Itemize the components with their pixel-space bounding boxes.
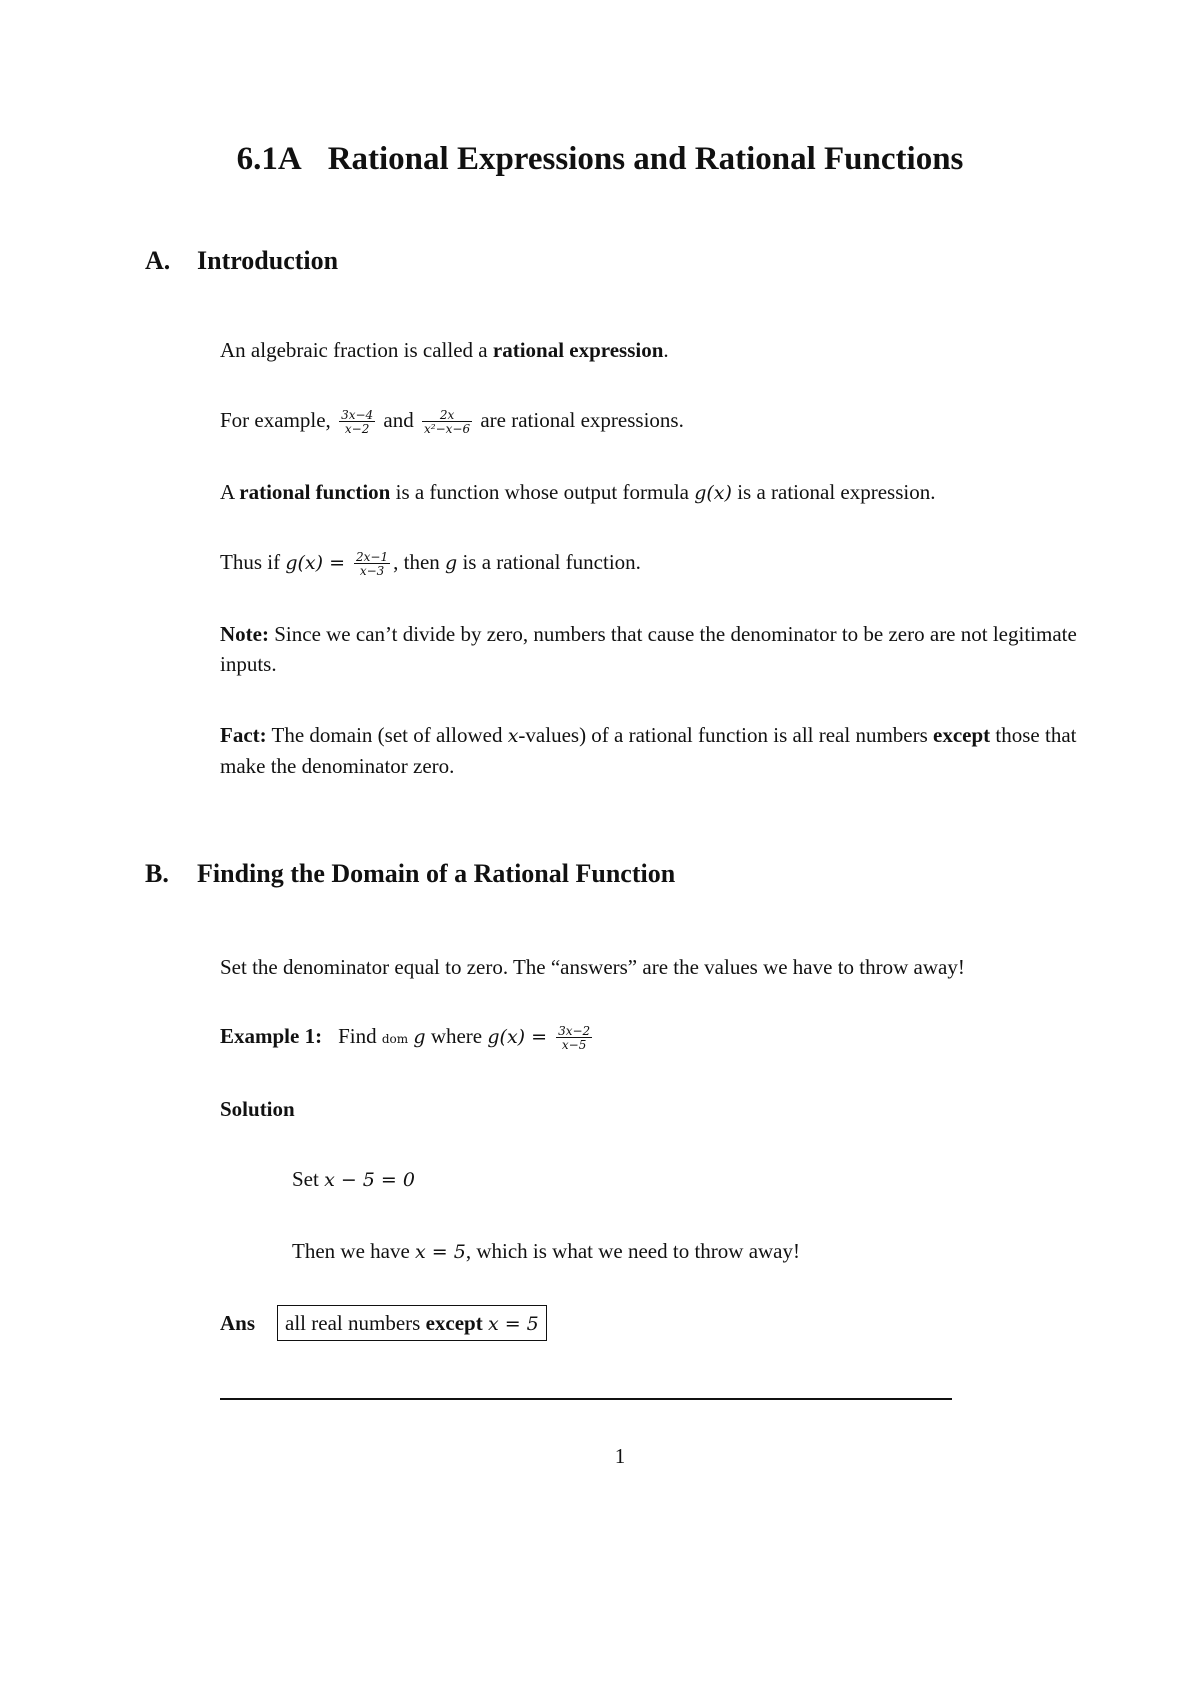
page-number: 1 [614, 1444, 626, 1468]
example-label: Example 1: [220, 1024, 323, 1048]
denominator: x−5 [556, 1037, 592, 1051]
intro-paragraph-2 [220, 405, 684, 435]
term-rational-function: rational function [239, 480, 391, 504]
page-title [0, 141, 1200, 178]
text: are rational expressions. [475, 408, 684, 432]
intro-paragraph-3 [220, 477, 935, 508]
math-x: x [507, 725, 519, 747]
fraction-1 [339, 409, 375, 435]
title-text: Rational Expressions and Rational Functions [327, 141, 964, 177]
text: , then [393, 550, 446, 574]
math-equation: x = 5 [415, 1241, 466, 1263]
math-dom: dom [381, 1032, 409, 1046]
text: A [220, 480, 240, 504]
term-rational-expression: rational expression [492, 338, 664, 362]
fraction-2 [422, 409, 472, 435]
solution-step-2 [292, 1236, 800, 1267]
solution-label [220, 1094, 295, 1124]
text: those that make the denominator zero. [220, 723, 1077, 778]
math-equation: x = 5 [487, 1313, 539, 1335]
solution-heading: Solution [220, 1097, 295, 1121]
intro-paragraph-4 [220, 547, 641, 578]
answer-line [220, 1305, 547, 1341]
text: , which is what we need to throw away! [465, 1239, 800, 1263]
text: For example, [220, 408, 337, 432]
math-g-of-x: g(x) [694, 482, 732, 504]
denominator: x−3 [354, 563, 390, 577]
fraction [556, 1025, 592, 1051]
text: where [425, 1024, 488, 1048]
numerator: 3x−4 [341, 408, 374, 423]
text: Find [338, 1024, 382, 1048]
numerator: 3x−2 [558, 1024, 591, 1039]
term-except: except [425, 1311, 483, 1335]
math-g-of-x: g(x) [487, 1026, 526, 1048]
math-g: g [413, 1026, 426, 1048]
section-a-heading [145, 246, 338, 276]
text: is a rational expression. [731, 480, 936, 504]
text: Set [292, 1167, 325, 1191]
term-except: except [933, 723, 991, 747]
math-equation: x − 5 = 0 [324, 1169, 415, 1191]
equals-sign: = [525, 1026, 554, 1048]
domain-instructions: Set the denominator equal to zero. The “answers” are the values we have to throw away! [220, 955, 965, 979]
text: Thus if [220, 550, 286, 574]
note-paragraph [220, 619, 1100, 679]
text: . [663, 338, 669, 362]
section-b-letter: B. [145, 859, 169, 888]
section-b-title: Finding the Domain of a Rational Function [197, 859, 676, 888]
horizontal-rule [220, 1398, 952, 1400]
section-number: 6.1A [236, 141, 302, 177]
denominator: x²−x−6 [423, 422, 471, 437]
note-label: Note: [220, 622, 269, 646]
numerator: 2x [439, 408, 455, 423]
text: is a rational function. [457, 550, 641, 574]
solution-step-1 [292, 1164, 415, 1195]
denominator: x−2 [339, 421, 375, 435]
math-g-of-x: g(x) [285, 552, 324, 574]
section-a-letter: A. [145, 246, 171, 275]
text: Then we have [292, 1239, 416, 1263]
fraction [354, 551, 390, 577]
text: all real numbers [285, 1311, 426, 1335]
fact-paragraph [220, 720, 1100, 781]
text: -values) of a rational function is all real numbers [518, 723, 934, 747]
text: is a function whose output formula [390, 480, 695, 504]
text: An algebraic fraction is called a [220, 338, 493, 362]
fact-label: Fact: [220, 723, 267, 747]
section-b-heading [145, 859, 675, 889]
example-1 [220, 1021, 595, 1054]
answer-label: Ans [220, 1311, 256, 1335]
note-text: Since we can’t divide by zero, numbers that cause the denominator to be zero are not legitimate inputs. [220, 622, 1077, 676]
answer-box [277, 1305, 547, 1341]
text: and [378, 408, 419, 432]
section-a-title: Introduction [197, 246, 339, 275]
intro-paragraph-1 [220, 335, 669, 365]
math-g: g [445, 552, 458, 574]
text: The domain (set of allowed [266, 723, 508, 747]
numerator: 2x−1 [356, 550, 389, 565]
equals-sign: = [323, 552, 352, 574]
